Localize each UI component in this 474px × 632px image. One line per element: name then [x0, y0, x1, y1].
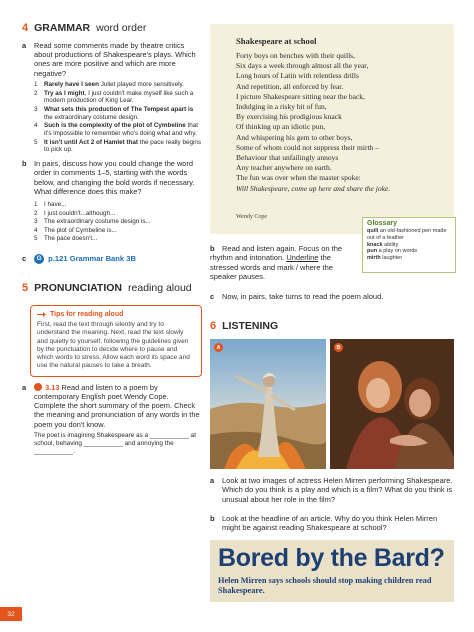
photo-b: [330, 339, 454, 469]
task-label: a: [210, 476, 215, 485]
poem-line: By exercising his prodigious knack: [236, 112, 342, 122]
poem-line: Indulging in a risky bit of fun,: [236, 102, 327, 112]
pronunciation-heading: [22, 282, 202, 295]
article-banner: [210, 540, 454, 602]
audio-icon[interactable]: [34, 383, 42, 391]
poem-line: Of thinking up an idiotic pun,: [236, 122, 326, 132]
task-text: Look at the headline of an article. Why do you think Helen Mirren might be against reading Shakespeare at school?: [222, 514, 438, 533]
list-item: 3 The extraordinary costume design is...: [34, 218, 151, 226]
audio-track-number: 3.13: [45, 382, 60, 392]
poem-line: Behaviour that unfailingly annoys: [236, 153, 339, 163]
task-label: b: [210, 514, 215, 523]
task-text: Read and listen to a poem by contemporary English poet Wendy Cope. Complete the short summary of the poem. Check the meaning and pronunciation of any words in the poem you don't know.: [34, 382, 200, 429]
list-item: 2 I just couldn't...although...: [34, 209, 116, 217]
section-title: GRAMMAR: [34, 22, 91, 34]
helen-mirren-stage-photo: [330, 339, 454, 469]
tips-header: [37, 310, 195, 319]
poem-task-c: c Now, in pairs, take turns to read the poem aloud.: [210, 292, 384, 301]
poem-line: The fun was over when the master spoke:: [236, 173, 361, 183]
tips-title: Tips for reading aloud: [50, 310, 124, 318]
poem-line: Six days a week through almost all the year,: [236, 61, 369, 71]
photo-label-b: B: [334, 343, 343, 352]
rewrite-prompts-list: [22, 201, 202, 244]
poem-author: Wendy Cope: [236, 214, 268, 220]
poem-line: And whispering his gem to other boys,: [236, 132, 353, 142]
task-text: In pairs, discuss how you could change the word order in comments 1–5, starting with the words below, and changing the bold words if necessary. What difference does this make?: [34, 159, 195, 196]
list-item: 1 Rarely have I seen Juliet played more sensitively.: [34, 80, 184, 88]
task-text: Read some comments made by theatre critics about productions of Shakespeare's plays. Which ones are more positive and which are more negative?: [34, 41, 196, 78]
poem-line: Long hours of Latin with relentless drills: [236, 71, 359, 81]
grammar-bank-label: p.121 Grammar Bank 3B: [48, 254, 136, 264]
article-subheadline: Helen Mirren says schools should stop making children read Shakespeare.: [218, 576, 432, 595]
grammar-bank-link[interactable]: [34, 254, 136, 264]
task-text: Look at two images of actress Helen Mirren performing Shakespeare. Which do you think is a play and which is a film? What do you think is unusual about her role in the film?: [222, 476, 453, 504]
grammar-bank-icon: G: [34, 254, 44, 264]
section-number: 5: [22, 281, 29, 294]
task-label: c: [210, 292, 215, 301]
listening-task-a: [210, 476, 454, 504]
tips-box: [30, 305, 202, 377]
listening-task-b: [210, 514, 454, 533]
listening-heading: [210, 320, 278, 332]
underline-word: Underline: [286, 253, 319, 263]
photo-label-a: A: [214, 343, 223, 352]
task-label: b: [22, 159, 27, 169]
poem-title: Shakespeare at school: [236, 36, 317, 46]
poem-line: Any teacher anywhere on earth.: [236, 163, 332, 173]
article-headline: Bored by the Bard?: [218, 544, 445, 572]
list-item: 1 I have...: [34, 200, 67, 208]
poem-line: Forty boys on benches with their quills,: [236, 51, 355, 60]
poem-line: Some of whom could not suppress their mirth –: [236, 142, 379, 152]
glossary-item: knack ability: [367, 241, 399, 248]
list-item: 4 Such is the complexity of the plot of Cymbeline that it's impossible to remember who's doing what and why.: [34, 122, 198, 138]
task-label: a: [22, 41, 27, 50]
list-item: 5 The pace doesn't...: [34, 235, 98, 243]
poem-line: I picture Shakespeare sitting near the back,: [236, 91, 365, 101]
list-item: 4 The plot of Cymbeline is...: [34, 226, 117, 234]
section-number: 4: [22, 22, 29, 34]
grammar-heading: [22, 22, 202, 35]
glossary-box: [362, 217, 456, 273]
pronunciation-task-a: [22, 383, 202, 429]
section-number: 6: [210, 320, 217, 332]
grammar-task-a: [22, 41, 202, 78]
page-number: 32: [0, 607, 22, 621]
grammar-task-c: [22, 254, 202, 264]
list-item: 3 What sets this production of The Tempest apart is the extraordinary costume design.: [34, 105, 194, 121]
tips-text: First, read the text through silently and try to understand the meaning. Next, read the text slowly and quietly to yourself, following the guidelines given by the punctuation to decide where to pause and which words to stress. Allow each word its space and use the natural pauses to take a breath.: [37, 320, 190, 370]
left-column: [22, 22, 202, 457]
poem-lines: [236, 51, 390, 194]
pointing-hand-icon: [37, 310, 47, 319]
section-title: PRONUNCIATION: [34, 281, 123, 294]
section-subtitle: word order: [96, 22, 147, 34]
glossary-item: quill an old-fashioned pen made out of a feather: [367, 228, 447, 241]
list-item: 5 It isn't until Act 2 of Hamlet that the pace really begins to pick up.: [34, 138, 201, 154]
task-label: b: [210, 244, 215, 253]
grammar-task-b: [22, 159, 202, 196]
photo-a: [210, 339, 326, 469]
glossary-title: Glossary: [367, 220, 397, 227]
poem-last-line: Will Shakespeare, come up here and share the joke.: [236, 183, 391, 193]
section-title: LISTENING: [222, 320, 279, 332]
glossary-item: mirth laughter: [367, 255, 403, 262]
helen-mirren-tempest-photo: [210, 339, 326, 469]
glossary-item: pun a play on words: [367, 248, 418, 255]
poem-box: [210, 24, 454, 234]
task-label: a: [22, 382, 27, 392]
list-item: 2 Try as I might, I just couldn't make myself like such a modern production of King Lear.: [34, 89, 194, 105]
poem-task-b: b Read and listen again. Focus on the rhythm and intonation. Underline the stressed words and mark / where the speaker pauses.: [210, 244, 343, 281]
summary-gap-fill: The poet is imagining Shakespeare as a ___________ at school, behaving ___________ and annoying the ___________.: [34, 431, 197, 456]
task-label: c: [22, 254, 27, 264]
poem-line: And repetition, all enforced by fear.: [236, 81, 344, 91]
section-subtitle: reading aloud: [128, 281, 192, 294]
comments-list: [22, 81, 202, 154]
